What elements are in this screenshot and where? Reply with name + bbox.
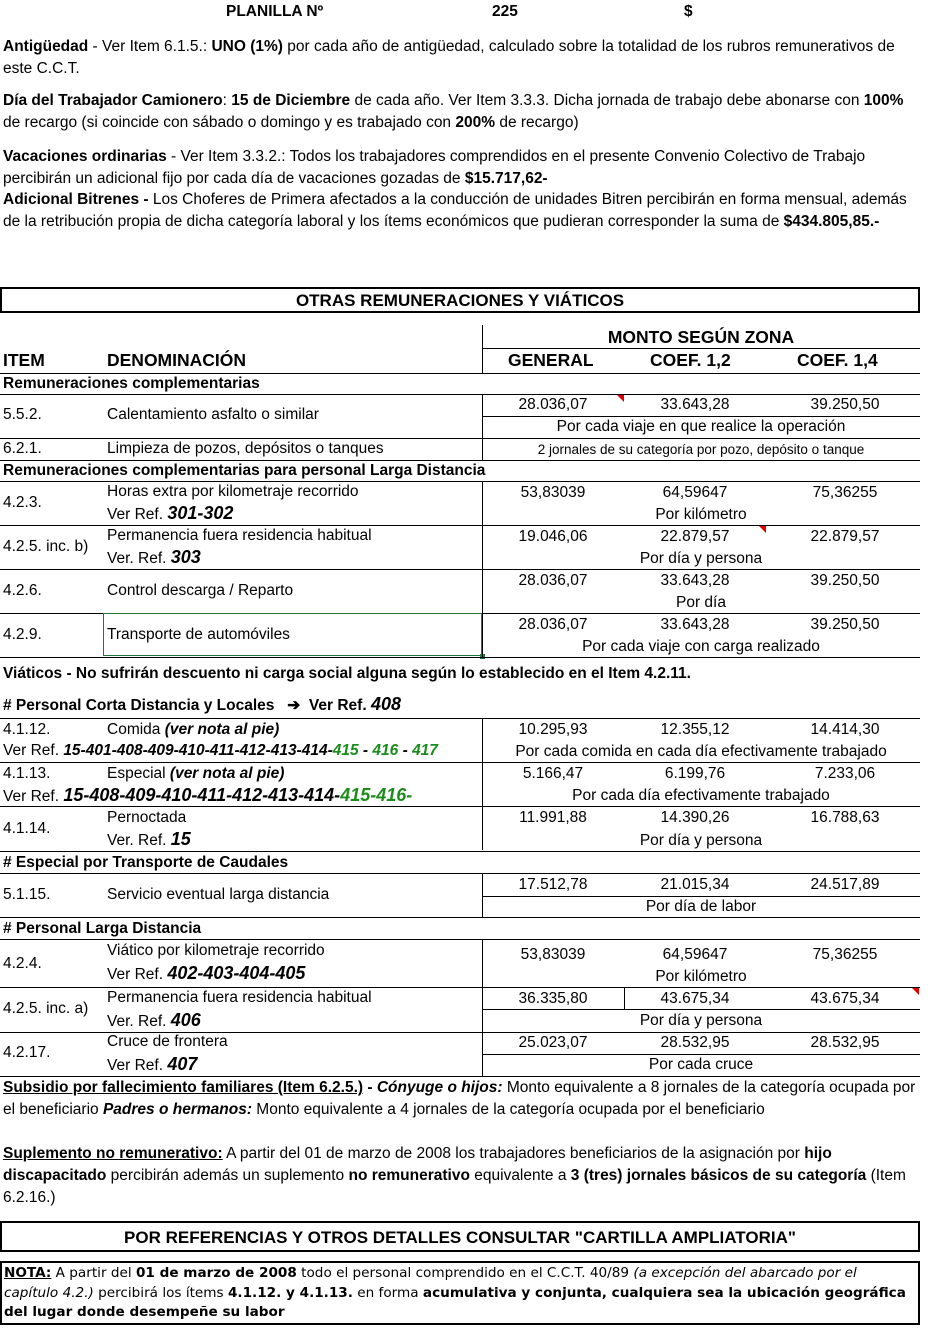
text: Día del Trabajador Camionero (3, 92, 223, 109)
text: Los Choferes de Primera afectados a la conducción de unidades Bitren percibirán en forma mensual, además de la retribución propia de dicha categoría laboral y los ítems económicos que pudieran corresponder la suma de (3, 191, 907, 230)
text: Cónyuge o hijos: (376, 1079, 503, 1096)
row-4113-item: 4.1.13. (3, 765, 51, 782)
row-425a-coef12: 43.675,34 (660, 990, 730, 1007)
row-425b-coef12: 22.879,57 (660, 528, 730, 545)
text: acumulativa y conjunta, cualquiera sea la ubicación geográfica del lugar donde desempeñe su labor (4, 1284, 906, 1320)
text: # Personal Corta Distancia y Locales (3, 697, 275, 714)
text: 15-401-408-409-410-411-412-413-414- (63, 742, 333, 759)
row-4112-note: Por cada comida en cada día efectivamente trabajado (515, 743, 887, 760)
row-429-general: 28.036,07 (518, 616, 588, 633)
section-title: OTRAS REMUNERACIONES Y VIÁTICOS (295, 291, 625, 310)
row-424-ref (107, 963, 305, 984)
row-423-item: 4.2.3. (3, 494, 42, 511)
row-4217-coef14: 28.532,95 (810, 1034, 880, 1051)
row-4113-coef12: 6.199,76 (664, 765, 726, 782)
text: 415-416- (340, 785, 413, 805)
planilla-number: 225 (492, 3, 518, 20)
row-425b-name: Permanencia fuera residencia habitual (107, 527, 372, 544)
text: 15 de Diciembre (231, 92, 351, 109)
text: por cada año de antigüedad, calculado sobre la totalidad de los rubros remunerativos de este C.C.T. (3, 38, 895, 77)
text: 303 (170, 547, 201, 567)
row-426-item: 4.2.6. (3, 582, 42, 599)
row-425a-ref (107, 1010, 201, 1031)
row-4217-name: Cruce de frontera (107, 1033, 228, 1050)
row-423-ref (107, 503, 233, 524)
text: - (358, 742, 373, 759)
row-5115-coef14: 24.517,89 (810, 876, 880, 893)
row-4112-item: 4.1.12. (3, 721, 51, 738)
section-viaticos: Viáticos - No sufrirán descuento ni carga social alguna según lo establecido en el Item 4.2.11. (3, 665, 691, 682)
divider (0, 762, 920, 763)
divider (482, 348, 920, 349)
text: 3 (tres) jornales básicos de su categoría (570, 1167, 867, 1184)
row-4217-ref (107, 1054, 197, 1075)
row-423-coef12: 64,59647 (662, 484, 728, 501)
section-pcd (3, 694, 401, 715)
row-4217-item: 4.2.17. (3, 1044, 51, 1061)
text: - (398, 742, 413, 759)
currency-symbol: $ (684, 3, 693, 20)
text: - Ver Item 3.3.2.: Todos los trabajadores comprendidos en el presente Convenio Colectivo de Trabajo percibirán un adicional fijo por cada día de vacaciones gozadas de (3, 148, 866, 187)
divider (0, 987, 920, 988)
text: 301-302 (167, 503, 234, 523)
text: 100% (863, 92, 904, 109)
row-4113-note: Por cada día efectivamente trabajado (572, 787, 830, 804)
divider (0, 481, 920, 482)
row-4114-item: 4.1.14. (3, 820, 51, 837)
coef14-header: COEF. 1,4 (797, 350, 878, 370)
text: Padres o hermanos: (102, 1101, 252, 1118)
row-423-general: 53,83039 (520, 484, 586, 501)
row-4217-note: Por cada cruce (648, 1056, 754, 1073)
planilla-label: PLANILLA Nº (226, 3, 324, 20)
text: NOTA: (4, 1265, 52, 1281)
row-4112-coef12: 12.355,12 (660, 721, 730, 738)
row-4217-general: 25.023,07 (518, 1034, 588, 1051)
text: de recargo (si coincide con sábado o domingo y es trabajado con (3, 113, 456, 131)
text: Monto equivalente a 4 jornales de la categoría ocupada por el beneficiario (251, 1101, 765, 1118)
row-425a-general: 36.335,80 (518, 990, 588, 1007)
row-429-coef14: 39.250,50 (810, 616, 880, 633)
text: Ver. Ref. (107, 1013, 167, 1030)
monto-header: MONTO SEGÚN ZONA (607, 327, 795, 347)
comment-marker (912, 988, 919, 995)
antiguedad-paragraph (3, 36, 921, 79)
text: Ver Ref. (107, 1057, 163, 1074)
text: (Item 6.2.16.) (3, 1167, 906, 1206)
divider (482, 1054, 920, 1055)
divider (0, 939, 920, 940)
footer-title: POR REFERENCIAS Y OTROS DETALLES CONSULTAR "CARTILLA AMPLIATORIA" (124, 1228, 796, 1247)
text: Monto equivalente a 8 jornales de la categoría ocupada por el beneficiario (3, 1079, 916, 1118)
text: - Ver Item 6.1.5.: (88, 38, 212, 55)
row-4217-coef12: 28.532,95 (660, 1034, 730, 1051)
row-429-coef12: 33.643,28 (660, 616, 730, 633)
row-424-item: 4.2.4. (3, 955, 42, 972)
text: de cada año. Ver Item 3.3.3. Dicha jornada de trabajo debe abonarse con (350, 92, 864, 109)
text: Especial (107, 765, 166, 782)
section-title-box (0, 287, 920, 313)
divider (0, 917, 920, 918)
general-header: GENERAL (508, 350, 594, 370)
row-426-general: 28.036,07 (518, 572, 588, 589)
text: 01 de marzo de 2008 (135, 1265, 297, 1281)
nota-box (0, 1261, 920, 1325)
text: 200% (455, 113, 496, 131)
section-pld: # Personal Larga Distancia (3, 920, 202, 937)
row-425b-general: 19.046,06 (518, 528, 588, 545)
row-423-coef14: 75,36255 (812, 484, 878, 501)
row-425a-coef14: 43.675,34 (810, 990, 880, 1007)
text: 417 (412, 742, 438, 759)
text: Ver. Ref. (107, 550, 167, 567)
row-552-item: 5.5.2. (3, 406, 42, 423)
row-552-name: Calentamiento asfalto o similar (107, 406, 319, 423)
row-425a-item: 4.2.5. inc. a) (3, 1000, 89, 1017)
row-5115-item: 5.1.15. (3, 886, 51, 903)
row-424-coef14: 75,36255 (812, 946, 878, 963)
text: equivalente a (469, 1167, 571, 1184)
text: Adicional Bitrenes - (3, 191, 149, 208)
dia-trabajador-paragraph (3, 90, 921, 133)
row-4113-ref (3, 785, 412, 806)
row-4114-note: Por día y persona (639, 832, 763, 849)
row-552-general: 28.036,07 (518, 396, 588, 413)
text: - (363, 1079, 377, 1096)
text: Ver Ref. (107, 506, 163, 523)
row-552-coef14: 39.250,50 (810, 396, 880, 413)
row-424-note: Por kilómetro (655, 968, 747, 985)
text: A partir del 01 de marzo de 2008 los trabajadores beneficiarios de la asignación por (222, 1145, 805, 1162)
divider (0, 718, 920, 719)
row-4114-coef14: 16.788,63 (810, 809, 880, 826)
text: percibirá los ítems (93, 1284, 228, 1301)
text: : (222, 92, 232, 109)
text: 15-408-409-410-411-412-413-414- (63, 785, 341, 805)
row-429-name: Transporte de automóviles (107, 626, 290, 643)
row-4112-ref (3, 742, 438, 760)
row-5115-general: 17.512,78 (518, 876, 588, 893)
row-425b-note: Por día y persona (639, 550, 763, 567)
section-rcld: Remuneraciones complementarias para personal Larga Distancia (3, 462, 486, 479)
row-424-general: 53,83039 (520, 946, 586, 963)
row-4114-name: Pernoctada (107, 809, 187, 826)
text: todo el personal comprendido en el C.C.T. 40/89 (296, 1265, 634, 1281)
row-552-coef12: 33.643,28 (660, 396, 730, 413)
arrow-icon: ➔ (287, 697, 301, 714)
row-424-name: Viático por kilometraje recorrido (107, 942, 325, 959)
coef12-header: COEF. 1,2 (650, 350, 731, 370)
comment-marker (617, 395, 624, 402)
row-621-name: Limpieza de pozos, depósitos o tanques (107, 440, 384, 457)
text: no remunerativo (348, 1167, 470, 1184)
divider (482, 1009, 920, 1010)
text: (ver nota al pie) (169, 765, 285, 782)
item-header: ITEM (3, 350, 45, 370)
row-425b-item: 4.2.5. inc. b) (3, 538, 89, 555)
divider (0, 657, 920, 658)
text: de recargo) (495, 113, 579, 131)
bitrenes-paragraph (3, 189, 921, 232)
suplemento-paragraph (3, 1143, 921, 1209)
row-552-note: Por cada viaje en que realice la operación (556, 418, 846, 435)
row-423-name: Horas extra por kilometraje recorrido (107, 483, 359, 500)
section-rc: Remuneraciones complementarias (3, 375, 260, 392)
divider (0, 460, 920, 461)
divider (0, 806, 920, 807)
text: Ver Ref. (3, 742, 59, 759)
row-4112-general: 10.295,93 (518, 721, 588, 738)
text: (ver nota al pie) (164, 721, 280, 738)
text: percibirán además un suplemento (106, 1167, 349, 1184)
row-426-coef14: 39.250,50 (810, 572, 880, 589)
text: 408 (370, 694, 402, 714)
text: 407 (167, 1054, 198, 1074)
text: en forma (352, 1284, 423, 1301)
row-425a-note: Por día y persona (639, 1012, 763, 1029)
text: Ver Ref. (107, 966, 163, 983)
text: Subsidio por fallecimiento familiares (Item 6.2.5.) (3, 1079, 364, 1096)
divider (0, 438, 920, 439)
text: hijo discapacitado (3, 1145, 832, 1184)
text: 406 (170, 1010, 201, 1030)
divider (0, 569, 920, 570)
row-4113-general: 5.166,47 (522, 765, 584, 782)
text: Comida (107, 721, 161, 738)
section-etc: # Especial por Transporte de Caudales (3, 854, 289, 871)
row-426-name: Control descarga / Reparto (107, 582, 294, 599)
divider (0, 525, 920, 526)
text: A partir del (51, 1265, 136, 1281)
divider (0, 373, 920, 374)
text: $434.805,85.- (783, 212, 880, 230)
row-424-coef12: 64,59647 (662, 946, 728, 963)
divider (0, 851, 920, 852)
text: (a excepción del abarcado por el capítulo 4.2.) (4, 1265, 857, 1301)
text: 15 (170, 829, 191, 849)
text: Ver. Ref. (107, 832, 167, 849)
row-5115-note: Por día de labor (645, 898, 757, 915)
text: $15.717,62- (464, 169, 548, 187)
row-429-item: 4.2.9. (3, 626, 42, 643)
row-425b-ref (107, 547, 201, 568)
text: 4.1.12. y 4.1.13. (227, 1284, 353, 1301)
divider (0, 394, 920, 395)
text: Suplemento no remunerativo: (3, 1145, 223, 1162)
text: 402-403-404-405 (167, 963, 306, 983)
row-429-note: Por cada viaje con carga realizado (582, 638, 820, 655)
row-4114-coef12: 14.390,26 (660, 809, 730, 826)
row-4113-name (107, 765, 284, 783)
divider (482, 416, 920, 417)
row-4112-coef14: 14.414,30 (810, 721, 880, 738)
text: Vacaciones ordinarias (3, 148, 167, 165)
divider (482, 896, 920, 897)
nota-text (4, 1264, 914, 1323)
row-4114-general: 11.991,88 (519, 809, 587, 826)
text: UNO (1%) (211, 38, 283, 55)
row-621-note: 2 jornales de su categoría por pozo, depósito o tanque (537, 442, 865, 457)
footer-title-box (0, 1221, 920, 1252)
row-423-note: Por kilómetro (655, 506, 747, 523)
row-425a-name: Permanencia fuera residencia habitual (107, 989, 372, 1006)
denominacion-header: DENOMINACIÓN (107, 350, 247, 370)
text: 415 (332, 742, 359, 759)
text: Ver Ref. (308, 697, 367, 714)
comment-marker (759, 526, 766, 533)
row-426-coef12: 33.643,28 (660, 572, 730, 589)
text: Antigüedad (3, 38, 89, 55)
subsidio-paragraph (3, 1077, 921, 1121)
row-5115-coef12: 21.015,34 (660, 876, 730, 893)
row-621-item: 6.2.1. (3, 440, 42, 457)
text: 416 (372, 742, 399, 759)
divider (0, 873, 920, 874)
row-4113-coef14: 7.233,06 (814, 765, 876, 782)
row-5115-name: Servicio eventual larga distancia (107, 886, 330, 903)
row-4112-name (107, 721, 279, 739)
row-426-note: Por día (676, 594, 726, 611)
vacaciones-paragraph (3, 146, 921, 189)
row-425b-coef14: 22.879,57 (810, 528, 880, 545)
text: Ver Ref. (3, 788, 59, 805)
row-4114-ref (107, 829, 191, 850)
